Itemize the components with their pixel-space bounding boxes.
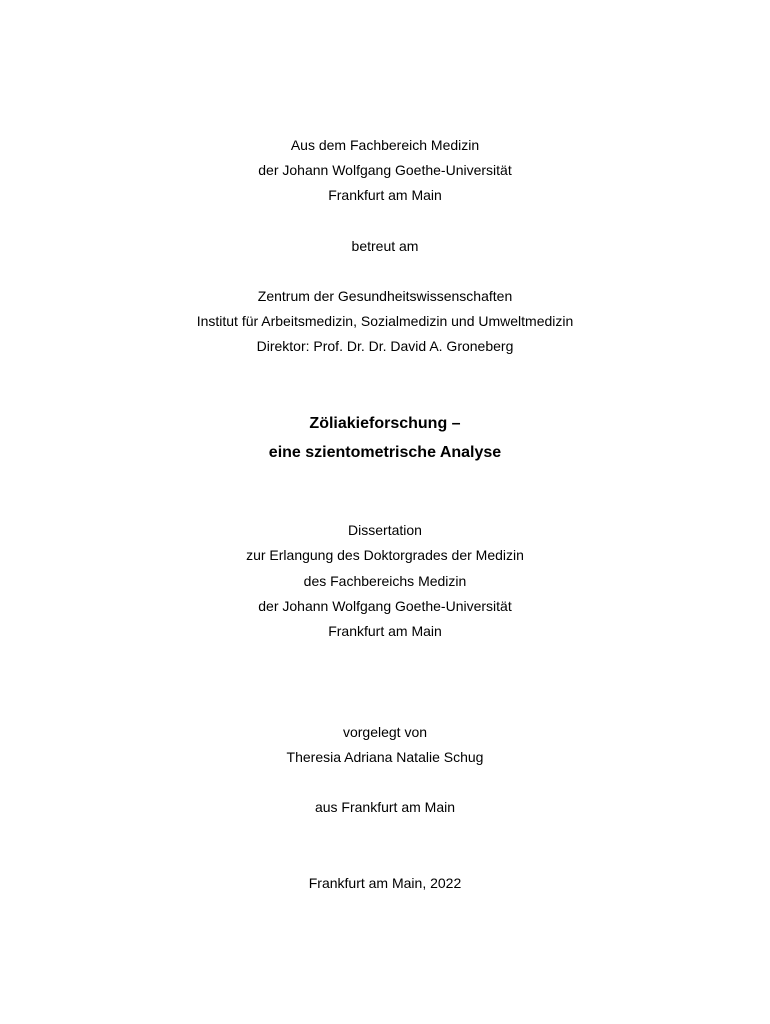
place-date: Frankfurt am Main, 2022 [308, 875, 462, 891]
city-line: Frankfurt am Main [328, 187, 442, 203]
degree-line: zur Erlangung des Doktorgrades der Medizin [246, 547, 524, 563]
thesis-title-line-2: eine szientometrische Analyse [268, 444, 502, 461]
thesis-title-line-1: Zöliakieforschung – [309, 415, 461, 432]
author-origin: aus Frankfurt am Main [314, 799, 456, 815]
institute-line: Institut für Arbeitsmedizin, Sozialmedizin und Umweltmedizin [196, 313, 574, 329]
department-line: des Fachbereichs Medizin [303, 573, 467, 589]
author-name: Theresia Adriana Natalie Schug [286, 749, 484, 765]
dissertation-university-line: der Johann Wolfgang Goethe-Universität [258, 598, 512, 614]
director-line: Direktor: Prof. Dr. Dr. David A. Groneberg [256, 338, 514, 354]
university-line: der Johann Wolfgang Goethe-Universität [258, 162, 512, 178]
dissertation-label: Dissertation [348, 522, 422, 538]
faculty-line: Aus dem Fachbereich Medizin [290, 137, 480, 153]
submitted-by-label: vorgelegt von [342, 724, 428, 740]
center-line: Zentrum der Gesundheitswissenschaften [257, 288, 513, 304]
dissertation-city-line: Frankfurt am Main [328, 623, 442, 639]
supervised-at-label: betreut am [351, 238, 419, 254]
